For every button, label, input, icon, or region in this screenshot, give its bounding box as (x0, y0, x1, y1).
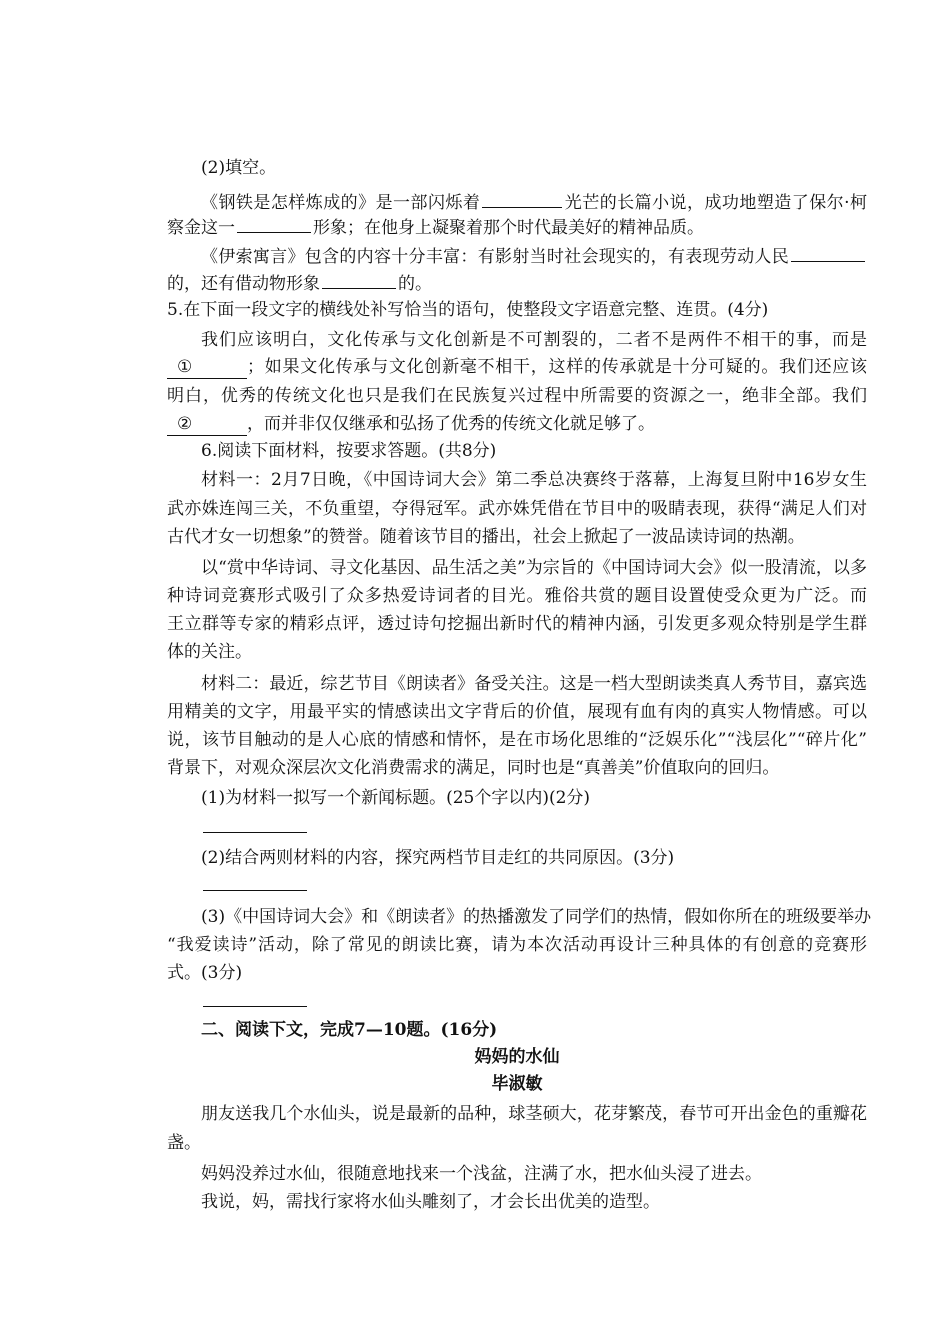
answer-blank[interactable] (322, 271, 396, 289)
steel-line-2: 察金这一 形象；在他身上凝聚着那个时代最美好的精神品质。 (167, 215, 867, 239)
sub-question-3-line-3: 式。(3分) (167, 963, 243, 983)
paragraph-2: 妈妈没养过水仙，很随意地找来一个浅盆，注满了水，把水仙头浸了进去。 (201, 1164, 762, 1184)
aesop-line-2: 的，还有借动物形象 的。 (167, 271, 867, 295)
answer-line-3[interactable] (203, 1006, 307, 1007)
sub-question-3-line-2: “我爱读诗”活动，除了常见的朗读比赛，请为本次活动再设计三种具体的有创意的竞赛形 (167, 935, 867, 955)
q5-line-2: ① ；如果文化传承与文化创新毫不相干，这样的传承就是十分可疑的。我们还应该 (167, 356, 867, 379)
material-1-line-1: 材料一：2月7日晚，《中国诗词大会》第二季总决赛终于落幕，上海复旦附中16岁女生 (201, 470, 867, 490)
article-title: 妈妈的水仙 (474, 1047, 560, 1067)
paragraph-3: 我说，妈，需找行家将水仙头雕刻了，才会长出优美的造型。 (201, 1192, 660, 1212)
paragraph-1-line-1: 朋友送我几个水仙头，说是最新的品种，球茎硕大，花芽繁茂，春节可开出金色的重瓣花 (201, 1104, 867, 1124)
material-1-line-6: 王立群等专家的精彩点评，透过诗句挖掘出新时代的精神内涵，引发更多观众特别是学生群 (167, 614, 867, 634)
question-5-heading: 5.在下面一段文字的横线处补写恰当的语句，使整段文字语意完整、连贯。(4分) (167, 300, 769, 320)
material-2-line-2: 用精美的文字，用最平实的情感读出文字背后的价值，展现有血有肉的真实人物情感。可以 (167, 702, 867, 722)
answer-line-2[interactable] (203, 890, 307, 891)
aesop-line-1: 《伊索寓言》包含的内容十分丰富：有影射当时社会现实的，有表现劳动人民 (201, 244, 867, 268)
sub-question-1: (1)为材料一拟写一个新闻标题。(25个字以内)(2分) (201, 788, 591, 808)
material-1-line-5: 种诗词竞赛形式吸引了众多热爱诗词者的目光。雅俗共赏的题目设置使受众更为广泛。而 (167, 586, 867, 606)
material-2-line-4: 背景下，对观众深层次文化消费需求的满足，同时也是“真善美”价值取向的回归。 (167, 758, 780, 778)
blank-1[interactable]: ① (167, 356, 247, 379)
fill-question-heading: (2)填空。 (201, 158, 277, 178)
q5-line-4: ② ，而并非仅仅继承和弘扬了优秀的传统文化就足够了。 (167, 413, 867, 436)
answer-blank[interactable] (791, 244, 865, 262)
blank-2[interactable]: ② (167, 413, 247, 436)
material-1-line-4: 以“赏中华诗词、寻文化基因、品生活之美”为宗旨的《中国诗词大会》似一股清流，以多 (201, 558, 867, 578)
q5-line-1: 我们应该明白，文化传承与文化创新是不可割裂的，二者不是两件不相干的事，而是 (201, 330, 867, 350)
question-6-heading: 6.阅读下面材料，按要求答题。(共8分) (201, 441, 497, 461)
material-2-line-1: 材料二：最近，综艺节目《朗读者》备受关注。这是一档大型朗读类真人秀节目，嘉宾选 (201, 674, 867, 694)
answer-blank[interactable] (482, 190, 562, 208)
material-1-line-3: 古代才女一切想象”的赞誉。随着该节目的播出，社会上掀起了一波品读诗词的热潮。 (167, 527, 805, 547)
material-2-line-3: 说，该节目触动的是人心底的情感和情怀，是在市场化思维的“泛娱乐化”“浅层化”“碎片化” (167, 730, 867, 750)
article-author: 毕淑敏 (491, 1074, 543, 1094)
answer-blank[interactable] (237, 215, 311, 233)
material-1-line-2: 武亦姝连闯三关，不负重望，夺得冠军。武亦姝凭借在节目中的吸睛表现，获得“满足人们对 (167, 499, 867, 519)
q5-line-3: 明白，优秀的传统文化也只是我们在民族复兴过程中所需要的资源之一，绝非全部。我们 (167, 386, 867, 406)
section-2-heading: 二、阅读下文，完成7—10题。(16分) (201, 1020, 498, 1040)
answer-line-1[interactable] (203, 832, 307, 833)
sub-question-2: (2)结合两则材料的内容，探究两档节目走红的共同原因。(3分) (201, 848, 675, 868)
material-1-line-7: 体的关注。 (167, 642, 252, 662)
paragraph-1-line-2: 盏。 (167, 1133, 201, 1153)
steel-line-1: 《钢铁是怎样炼成的》是一部闪烁着 光芒的长篇小说，成功地塑造了保尔·柯 (201, 190, 867, 214)
sub-question-3-line-1: (3)《中国诗词大会》和《朗读者》的热播激发了同学们的热情，假如你所在的班级要举办 (201, 907, 872, 927)
